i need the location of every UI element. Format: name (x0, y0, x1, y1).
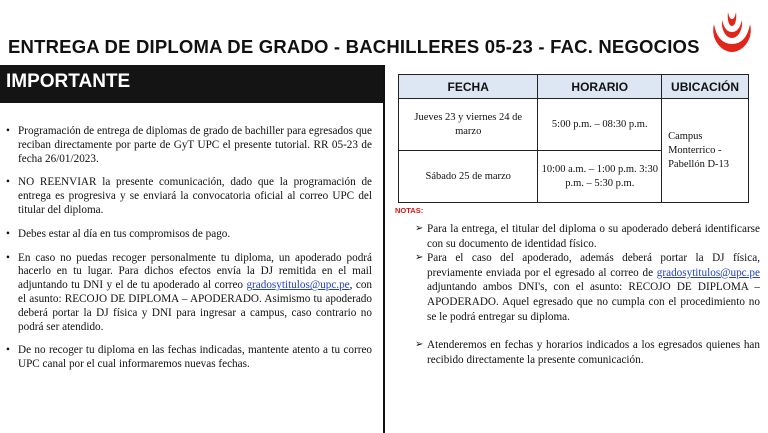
cell-fecha: Jueves 23 y viernes 24 de marzo (399, 99, 538, 151)
list-item: ➢ Para la entrega, el titular del diploma o su apoderado deberá identificarse con su documento de identidad físico. (415, 222, 760, 251)
header-ubicacion: UBICACIÓN (662, 75, 749, 99)
header-fecha: FECHA (399, 75, 538, 99)
email-link[interactable]: gradosytitulos@upc.pe (246, 279, 350, 292)
cell-ubicacion: Campus Monterrico - Pabellón D-13 (662, 99, 749, 203)
list-item: • Debes estar al día en tus compromisos de pago. (6, 228, 372, 242)
cell-fecha: Sábado 25 de marzo (399, 151, 538, 203)
list-item-text: , con el asunto: RECOJO DE DIPLOMA – APODERADO. Asimismo tu apoderado deberá portar la DJ física y DNI para ingresar a campus, caso contrario no podrá ser atendido. (18, 279, 373, 333)
list-item (415, 251, 760, 324)
list-item: • De no recoger tu diploma en las fechas indicadas, mantente atento a tu correo UPC canal por el cual informaremos nuevas fechas. (6, 344, 372, 372)
important-list (6, 125, 372, 382)
header-horario: HORARIO (538, 75, 662, 99)
cell-horario: 5:00 p.m. – 08:30 p.m. (538, 99, 662, 151)
list-item-text: adjuntando ambos DNI's, con el asunto: RECOJO DE DIPLOMA – APODERADO. Aquel egresado que no cumpla con el procedimiento no se le podrá entregar su diploma. (427, 281, 760, 323)
notes-list (415, 222, 760, 367)
list-item (6, 252, 372, 335)
schedule-table (398, 74, 749, 203)
list-item-text: En caso no puedas recoger personalmente tu diploma, un apoderado podrá hacerlo en tu lugar. Para dichos efectos envía la DJ remitida en el mail adjuntando tu DNI y el de tu apoderado al correo (18, 251, 372, 292)
list-item: ➢ Atenderemos en fechas y horarios indicados a los egresados quienes han recibido directamente la presente comunicación. (415, 338, 760, 367)
page-title: ENTREGA DE DIPLOMA DE GRADO - BACHILLERES 05-23 - FAC. NEGOCIOS (8, 36, 700, 57)
table-row (399, 99, 749, 151)
notes-label: NOTAS: (395, 206, 424, 215)
list-item: • NO REENVIAR la presente comunicación, dado que la programación de entrega es progresiva y se enviará la convocatoria oficial al correo UPC del titular del diploma. (6, 176, 372, 217)
upc-logo-icon (708, 10, 756, 54)
schedule-header-row (399, 75, 749, 99)
list-item: • Programación de entrega de diplomas de grado de bachiller para egresados que reciban directamente por parte de GyT UPC el presente tutorial. RR 05-23 de fecha 26/01/2023. (6, 125, 372, 166)
list-item-text: Para el caso del apoderado, además deberá portar la DJ física, previamente enviada por el egresado al correo de (427, 252, 760, 279)
important-heading: IMPORTANTE (0, 65, 383, 103)
email-link[interactable]: gradosytitulos@upc.pe (656, 266, 760, 279)
important-panel (0, 65, 385, 433)
cell-horario: 10:00 a.m. – 1:00 p.m. 3:30 p.m. – 5:30 p.m. (538, 151, 662, 203)
